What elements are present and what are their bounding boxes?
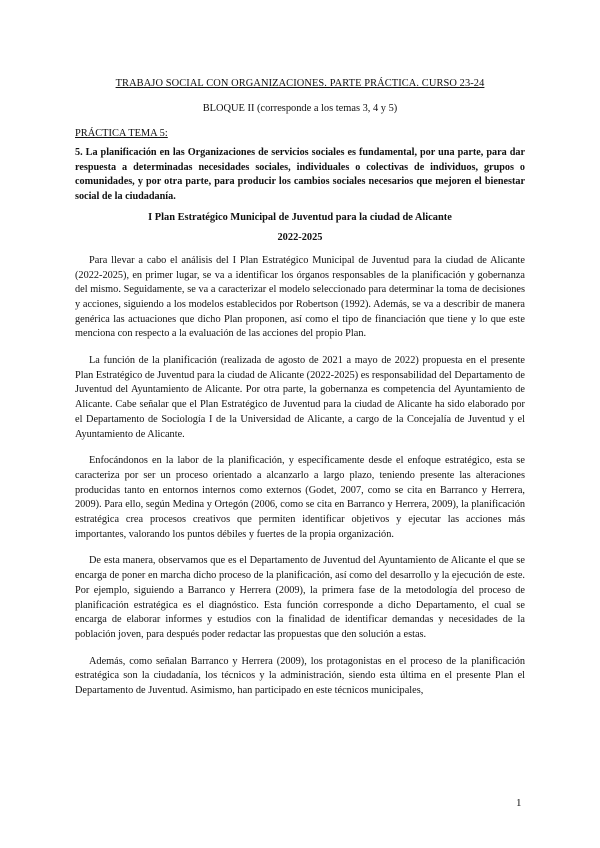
practice-heading: PRÁCTICA TEMA 5:: [75, 128, 168, 139]
document-title: TRABAJO SOCIAL CON ORGANIZACIONES. PARTE PRÁCTICA. CURSO 23-24: [115, 78, 485, 89]
block-subtitle: BLOQUE II (corresponde a los temas 3, 4 y 5): [202, 103, 398, 114]
paragraph-4: De esta manera, observamos que es el Departamento de Juventud del Ayuntamiento de Alicante el que se encarga de poner en marcha dicho proceso de la planificación, así como del desarrollo y la ejecución de este. Por ejemplo, siguiendo a Barranco y Herrera (2009), la primera fase de la metodología del proceso de planificación estratégica es el diagnóstico. Esta función corresponde a dicho Departamento, el cual se encarga de elaborar informes y estudios con la finalidad de identificar demandas y necesidades de la población joven, para después poder redactar las propuestas que den solución a estas.: [75, 555, 525, 640]
plan-years: 2022-2025: [277, 231, 323, 243]
plan-title: I Plan Estratégico Municipal de Juventud para la ciudad de Alicante: [148, 211, 452, 223]
page-number: 1: [516, 797, 522, 809]
paragraph-2: La función de la planificación (realizada de agosto de 2021 a mayo de 2022) propuesta en el presente Plan Estratégico de Juventud para la ciudad de Alicante (2022-2025) es responsabilidad del Departamento de Juventud del Ayuntamiento de Alicante. Por otra parte, la gobernanza es competencia del Ayuntamiento de Alicante. Cabe señalar que el Plan Estratégico de Juventud para la ciudad de Alicante ha sido elaborado por el Departamento de Sociología I de la Universidad de Alicante, a cargo de la Concejalía de Juventud y el Ayuntamiento de Alicante.: [75, 355, 525, 440]
page-content: [75, 78, 525, 711]
question-statement: 5. La planificación en las Organizaciones de servicios sociales es fundamental, por una parte, para dar respuesta a determinadas necesidades sociales, individuales o colectivas de individuos, grupos o comunidades, y por otra parte, para producir los cambios sociales necesarios que mejoren el bienestar social de la ciudadanía.: [75, 147, 525, 203]
paragraph-5: Además, como señalan Barranco y Herrera (2009), los protagonistas en el proceso de la planificación estratégica son la ciudadanía, los técnicos y la administración, siendo esta última en el presente Plan el Departamento de Juventud. Asimismo, han participado en este técnicos municipales,: [75, 655, 525, 697]
paragraph-3: Enfocándonos en la labor de la planificación, y específicamente desde el enfoque estratégico, esta se caracteriza por ser un proceso orientado a alcanzarlo a largo plazo, teniendo presente las alteraciones producidas tanto en entornos internos como externos (Godet, 2007, como se cita en Barranco y Herrera, 2009). Para ello, según Medina y Ortegón (2006, como se cita en Barranco y Herrera, 2009), la planificación estratégica crea procesos creativos que permiten identificar objetivos y ejecutar las acciones más importantes, valorando los puntos débiles y fuertes de la propia organización.: [75, 455, 525, 540]
paragraph-1: Para llevar a cabo el análisis del I Plan Estratégico Municipal de Juventud para la ciudad de Alicante (2022-2025), en primer lugar, se va a identificar los órganos responsables de la planificación y gobernanza del mismo. Seguidamente, se va a caracterizar el modelo seleccionado para determinar la toma de decisiones y acciones, siguiendo a los modelos establecidos por Robertson (1992). Además, se va a describir de manera genérica las actuaciones que dicho Plan proponen, así como el tipo de financiación que tiene y lo que este menciona con respecto a la evaluación de las acciones del propio Plan.: [75, 254, 525, 340]
